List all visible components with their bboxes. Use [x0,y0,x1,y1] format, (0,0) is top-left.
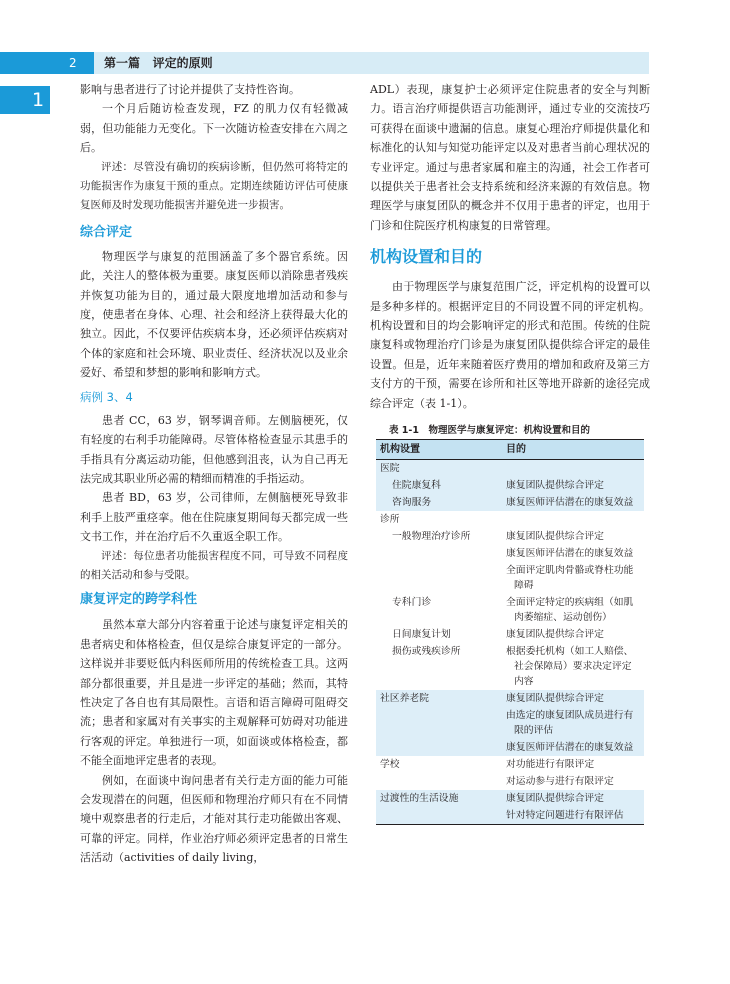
table-row [376,562,644,594]
paragraph: 例如，在面谈中询问患者有关行走方面的能力可能会发现潜在的问题，但医师和物理治疗师只有在不同情境中观察患者的行走后，才能对其行走功能做出客观、可靠的评定。同样，作业治疗师必须评定患者的日常生活活动（activities of daily living， [80,773,348,865]
table-row [376,545,644,562]
page-number-box [0,52,94,74]
table-row [376,594,644,626]
part-title: 评定的原则 [152,56,213,70]
paragraph: 由于物理医学与康复范围广泛，评定机构的设置可以是多种多样的。根据评定目的不同设置不同的评定机构。机构设置和目的均会影响评定的形式和范围。传统的住院康复科或物理治疗门诊是为康复团队提供综合评定的最佳设置。但是，近年来随着医疗费用的增加和政府及第三方支付方的干预，需要在诊所和社区等地开辟新的途径完成综合评定（表 1-1）。 [370,280,650,410]
table-cell-purpose: 康复团队提供综合评定 [506,629,604,641]
table-cell-purpose: 康复团队提供综合评定 [502,477,644,494]
settings-table [376,439,644,825]
page-header-band [0,52,649,74]
table-cell-setting: 一般物理治疗诊所 [392,531,471,543]
right-column [370,80,650,825]
table-cell-setting: 日间康复计划 [392,629,451,641]
table-cell-purpose: 康复团队提供综合评定 [502,790,644,807]
table-cell-setting: 医院 [376,460,502,478]
table-row [376,773,644,790]
section-heading-comprehensive: 综合评定 [80,224,133,240]
comment-paragraph: 评述：尽管没有确切的疾病诊断，但仍然可将特定的功能损害作为康复干预的重点。定期连续随访评估可使康复医师及时发现功能损害并避免进一步损害。 [80,160,348,212]
table-row [376,690,644,707]
paragraph: ADL）表现，康复护士必须评定住院患者的安全与判断力。语言治疗师提供语言功能测评，通过专业的交流技巧可获得在面谈中遗漏的信息。康复心理治疗师提供量化和标准化的认知与知觉功能评定以及对患者当前心理状况的专业评定。通过与患者家属和雇主的沟通，社会工作者可以提供关于患者社会支持系统和经济来源的有效信息。物理医学与康复团队的概念并不仅用于患者的评定，也用于门诊和住院医疗机构康复的日常管理。 [370,83,650,232]
table-cell-purpose: 针对特定问题进行有限评估 [502,807,644,825]
table-cell-purpose: 全面评定肌肉骨骼或脊柱功能障碍 [506,565,634,592]
table-row [376,626,644,643]
table-cell-setting [376,739,502,756]
paragraph: 患者 BD，63 岁，公司律师，左侧脑梗死导致非利手上肢严重痉挛。他在住院康复期间每天都完成一些文书工作，并在治疗后不久重返全职工作。 [80,491,348,544]
table-row [376,511,644,528]
paragraph: 一个月后随访检查发现，FZ 的肌力仅有轻微减弱，但功能能力无变化。下一次随访检查安排在六周之后。 [80,102,348,155]
table-cell-setting [376,773,502,790]
table-cell-setting: 社区养老院 [376,690,502,707]
table-cell-setting [376,707,502,739]
table-cell-setting: 专科门诊 [392,597,432,609]
table-cell-purpose: 由选定的康复团队成员进行有限的评估 [502,707,644,739]
table-row [376,739,644,756]
table-row [376,528,644,545]
table-cell-purpose: 全面评定特定的疾病组（如肌肉萎缩症、运动创伤） [506,597,634,624]
table-cell-setting: 诊所 [380,514,400,526]
section-heading-interdisciplinary: 康复评定的跨学科性 [80,592,198,608]
table-cell-setting [376,807,502,825]
table-cell-purpose [502,511,644,528]
table-row [376,460,644,478]
table-row [376,790,644,807]
section-heading-settings: 机构设置和目的 [370,247,483,267]
table-cell-purpose [502,460,644,478]
table-cell-setting [376,545,502,562]
table-header-setting: 机构设置 [376,440,502,460]
case-heading: 病例 3、4 [80,389,133,404]
table-cell-setting: 咨询服务 [376,494,502,511]
paragraph: 物理医学与康复的范围涵盖了多个器官系统。因此，关注人的整体极为重要。康复医师以消除患者残疾并恢复功能为目的，通过最大限度地增加活动和参与度，使患者在身体、心理、社会和经济上获得最大化的独立。因此，不仅要评估疾病本身，还必须评估疾病对个体的家庭和社会环境、职业责任、经济状况以及业余爱好、希望和梦想的影响和影响方式。 [80,249,348,380]
table-row [376,756,644,773]
table-title: 表 1-1 物理医学与康复评定：机构设置和目的 [389,425,590,437]
paragraph: 影响与患者进行了讨论并提供了支持性咨询。 [80,83,300,96]
table-cell-setting: 学校 [380,759,400,771]
table-cell-purpose: 对功能进行有限评定 [506,759,595,771]
table-header-purpose: 目的 [502,440,644,460]
table-cell-purpose: 康复医师评估潜在的康复效益 [502,494,644,511]
table-row [376,707,644,739]
part-label: 第一篇 [104,56,141,70]
paragraph: 患者 CC，63 岁，钢琴调音师。左侧脑梗死，仅有轻度的右利手功能障碍。尽管体格检查显示其患手的手指具有分离运动功能，但他感到沮丧，认为自己再无法完成其职业所必需的精细而精准的手指运动。 [80,413,348,485]
page-number: 2 [69,56,77,70]
table-cell-purpose: 康复团队提供综合评定 [506,531,604,543]
table-cell-setting [376,562,502,594]
table-cell-setting: 住院康复科 [376,477,502,494]
table-cell-purpose: 康复医师评估潜在的康复效益 [506,548,634,560]
table-row [376,807,644,825]
table-cell-setting: 损伤或残疾诊所 [392,646,461,658]
table-cell-purpose: 康复医师评估潜在的康复效益 [502,739,644,756]
table-cell-purpose: 根据委托机构（如工人赔偿、社会保障局）要求决定评定内容 [506,646,634,688]
paragraph: 虽然本章大部分内容着重于论述与康复评定相关的患者病史和体格检查，但仅是综合康复评定的一部分。这样说并非要贬低内科医师所用的传统检查工具。这两部分都很重要，并且是进一步评定的基础；然而，其特性决定了各自也有其局限性。言语和语言障碍可阻碍交流；患者和家属对有关事实的主观解释可妨碍对功能进行客观的评定。单独进行一项，如面谈或体格检查，都不能全面地评定患者的表现。 [80,618,348,768]
running-header [104,53,213,73]
table-cell-purpose: 对运动参与进行有限评定 [506,776,614,788]
table-cell-setting: 过渡性的生活设施 [376,790,502,807]
table-row [376,477,644,494]
chapter-tab-number: 1 [32,89,45,111]
table-row [376,643,644,690]
table-header-row [376,440,644,460]
left-column [80,80,348,868]
comment-paragraph: 评述：每位患者功能损害程度不同，可导致不同程度的相关活动和参与受限。 [80,549,348,581]
table-cell-purpose: 康复团队提供综合评定 [502,690,644,707]
table-row [376,494,644,511]
